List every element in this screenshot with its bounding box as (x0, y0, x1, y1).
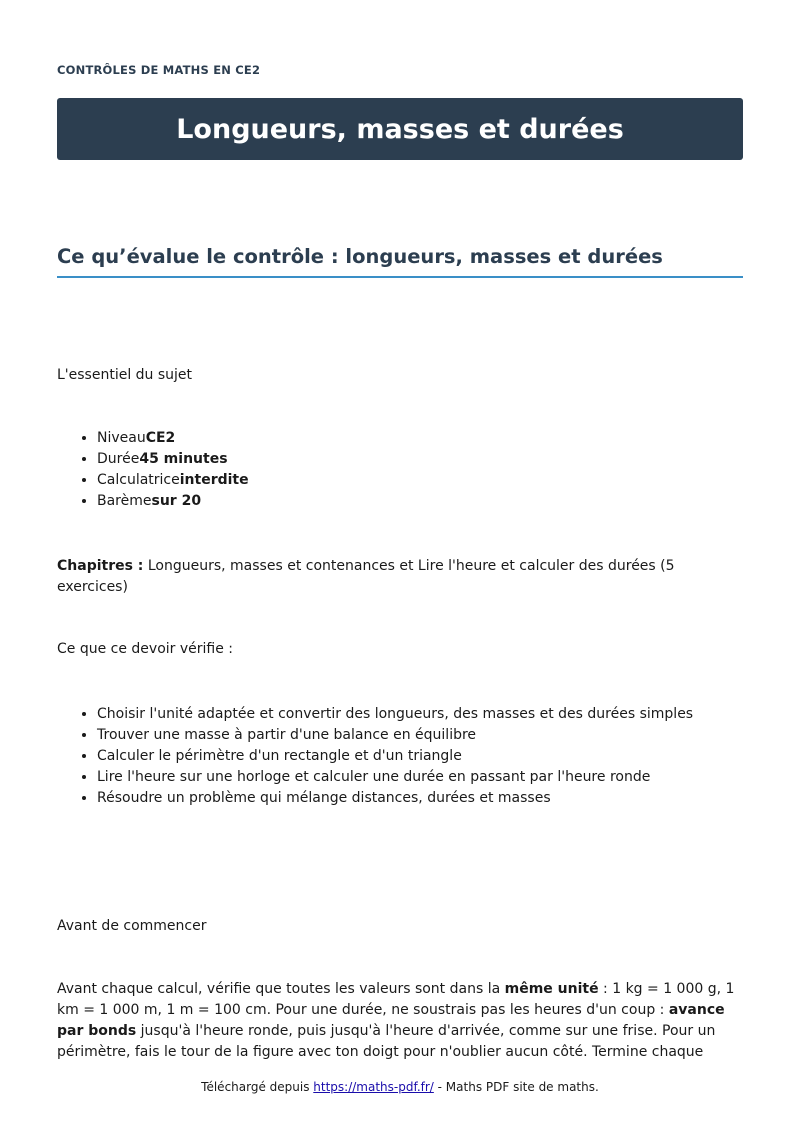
footer: Téléchargé depuis https://maths-pdf.fr/ - Maths PDF site de maths. (201, 1080, 599, 1094)
footer-link[interactable]: https://maths-pdf.fr/ (313, 1080, 434, 1094)
list-item: • Lire l'heure sur une horloge et calculer une durée en passant par l'heure ronde (97, 767, 693, 788)
list-item: • Résoudre un problème qui mélange distances, durées et masses (97, 788, 693, 809)
list-item: • Trouver une masse à partir d'une balance en équilibre (97, 725, 693, 746)
intro-text: L'essentiel du sujet (57, 367, 193, 383)
list-item: • Calculer le périmètre d'un rectangle et d'un triangle (97, 746, 693, 767)
facts-list (57, 428, 249, 512)
list-item: • Durée45 minutes (97, 449, 249, 470)
advice-paragraph: Avant chaque calcul, vérifie que toutes les valeurs sont dans la même unité : 1 kg = 1 000 g, 1 km = 1 000 m, 1 m = 100 cm. Pour une durée, ne soustrais pas les heures d'un coup : avance par bonds jusqu'à l'heure ronde, puis jusqu'à l'heure d'arrivée, comme sur une frise. Pour un périmètre, fais le tour de la figure avec ton doigt pour n'oublier aucun côté. Termine chaque (57, 981, 735, 1060)
section-title: Ce qu’évalue le contrôle : longueurs, masses et durées (57, 245, 743, 278)
list-item: • Barèmesur 20 (97, 491, 249, 512)
chapters-label: Chapitres : (57, 558, 144, 574)
list-item: • NiveauCE2 (97, 428, 249, 449)
checks-intro: Ce que ce devoir vérifie : (57, 641, 234, 657)
kicker-label: CONTRÔLES DE MATHS EN CE2 (57, 63, 261, 77)
list-item: • Choisir l'unité adaptée et convertir des longueurs, des masses et des durées simples (97, 704, 693, 725)
page-title: Longueurs, masses et durées (176, 113, 624, 145)
list-item: • Calculatriceinterdite (97, 470, 249, 491)
checks-list (57, 704, 693, 809)
title-banner (57, 98, 743, 160)
before-title: Avant de commencer (57, 918, 207, 934)
chapters-text: Chapitres : Longueurs, masses et contenances et Lire l'heure et calculer des durées (5 exercices) (57, 558, 675, 595)
